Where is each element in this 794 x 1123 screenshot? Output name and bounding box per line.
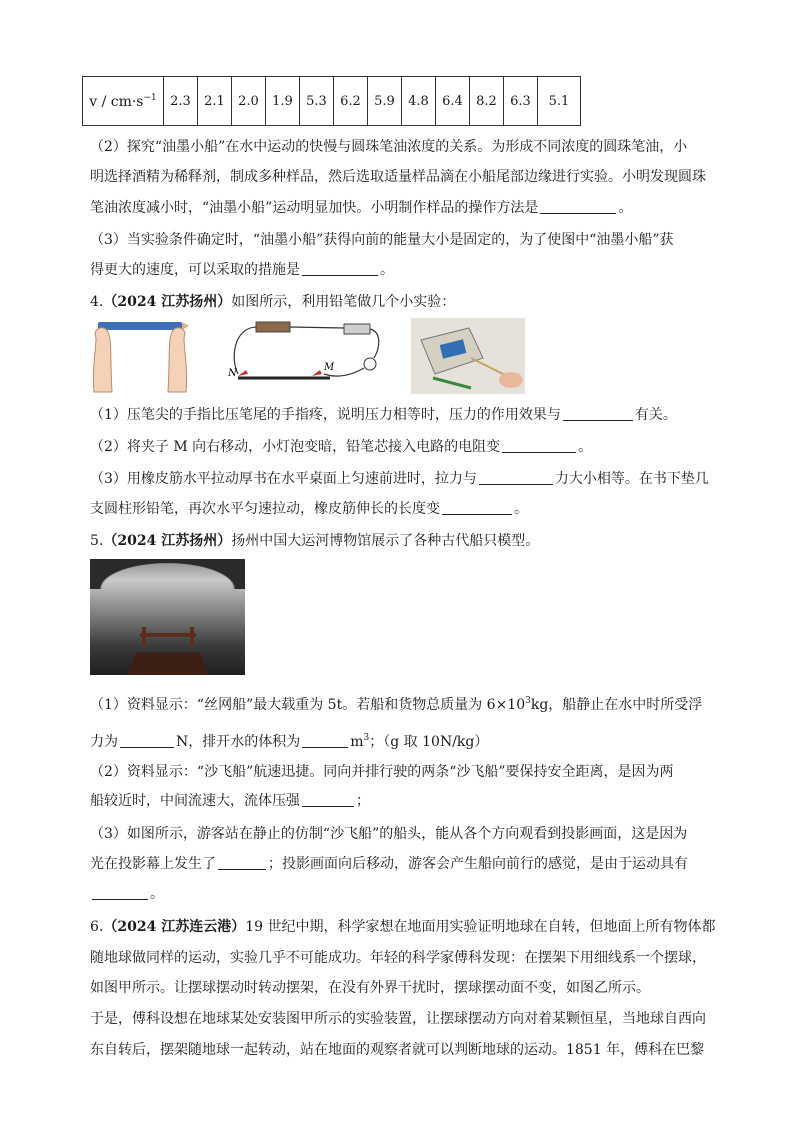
q5-part2-line2 [90, 791, 370, 811]
q4-part2-end: 。 [578, 439, 593, 455]
q4-number: 4. [90, 294, 104, 310]
q4-part3-text3: 支圆柱形铅笔，再次水平匀速拉动，橡皮筋伸长的长度变 [90, 501, 440, 517]
q5-stem-text: 扬州中国大运河博物馆展示了各种古代船只模型。 [231, 533, 540, 549]
book-pull-figure [411, 318, 525, 394]
answer-blank[interactable] [563, 406, 633, 421]
q6-source: （2024 江苏连云港） [103, 919, 246, 935]
q5-part3-line2 [90, 854, 688, 874]
exponent: 3 [525, 696, 531, 706]
velocity-table [82, 76, 581, 126]
table-cell: 1.9 [266, 77, 300, 126]
circuit-figure [224, 318, 388, 384]
answer-blank[interactable] [92, 885, 148, 900]
photo-boat-rail [140, 633, 196, 637]
q4-part2 [90, 437, 592, 457]
q5-part3-line1: （3）如图所示，游客站在静止的仿制“沙飞船”的船头，能从各个方向观看到投影画面，这是因为 [90, 826, 688, 842]
q5-part1-text3: 力为 [90, 734, 118, 750]
clip-m [312, 370, 322, 376]
photo-arch [90, 559, 245, 589]
light-bulb [364, 358, 376, 370]
photo-boat-bow [128, 643, 208, 675]
battery [256, 322, 290, 332]
q5-number: 5. [90, 533, 104, 549]
q4-part1-end: 有关。 [634, 407, 677, 423]
table-cell: 6.3 [504, 77, 538, 126]
pencil-body [98, 322, 182, 330]
q3-part3-line2 [90, 260, 394, 280]
pencil-tip [182, 322, 189, 330]
table-cell: 6.4 [436, 77, 470, 126]
label-m: M [324, 362, 335, 373]
q4-stem-text: 如图所示，利用铅笔做几个小实验： [231, 294, 456, 310]
answer-blank[interactable] [218, 855, 266, 870]
q4-part3-line2 [90, 499, 528, 519]
exponent: 3 [363, 733, 370, 743]
table-header-text: v / cm·s [89, 93, 144, 110]
table-cell: 5.1 [538, 77, 581, 126]
q3-part3-line1: （3）当实验条件确定时，“油墨小船”获得向前的能量大小是固定的，为了使图中“油墨小船”获 [90, 232, 674, 248]
museum-boat-photo [90, 559, 245, 675]
answer-blank[interactable] [540, 199, 616, 214]
answer-blank[interactable] [302, 261, 378, 276]
hand [499, 372, 523, 388]
q3-part3-end: 。 [380, 262, 394, 278]
q4-part3-line1 [90, 469, 709, 489]
q5-part1-line1 [90, 691, 702, 715]
pencil-press-figure [90, 318, 190, 394]
wire [370, 329, 379, 358]
answer-blank[interactable] [442, 500, 512, 515]
q4-part3-end: 。 [514, 501, 528, 517]
switch [344, 324, 370, 334]
q5-part1-text: （1）资料显示：“丝网船”最大载重为 5t。若船和货物总质量为 6×10 [90, 697, 526, 713]
answer-blank[interactable] [502, 438, 576, 453]
photo-boat-post [142, 627, 146, 647]
table-header-superscript: −1 [143, 92, 157, 103]
q4-part2-text: （2）将夹子 M 向右移动，小灯泡变暗，铅笔芯接入电路的电阻变 [90, 439, 501, 455]
right-hand [168, 328, 187, 392]
q5-part3-end: 。 [150, 886, 164, 902]
table-cell: 2.3 [164, 77, 198, 126]
q3-part2-line2: 明选择酒精为稀释剂，制成多种样品，然后选取适量样品滴在小船尾部边缘进行实验。小明发现圆珠 [90, 169, 706, 185]
table-cell: 2.0 [232, 77, 266, 126]
q5-part2-line1: （2）资料显示：“沙飞船”航速迅捷。同向并排行驶的两条“沙飞船”要保持安全距离，是因为两 [90, 764, 674, 780]
q6-number: 6. [90, 919, 104, 935]
q5-part1-line2 [90, 728, 488, 752]
q4-part3-text: （3）用橡皮筋水平拉动厚书在水平桌面上匀速前进时，拉力与 [90, 471, 477, 487]
answer-blank[interactable] [120, 733, 174, 748]
table-cell: 5.9 [368, 77, 402, 126]
q5-part2-end: ； [356, 793, 370, 809]
q4-part1 [90, 405, 677, 425]
label-n: N [228, 368, 237, 379]
q5-part1-text2: kg，船静止在水中时所受浮 [530, 697, 703, 713]
q5-part1-unit: m [350, 734, 364, 750]
q3-part2-line1: （2）探究“油墨小船”在水中运动的快慢与圆珠笔油浓度的关系。为形成不同浓度的圆珠笔油，小 [90, 139, 688, 155]
q3-part2-line3 [90, 198, 632, 218]
q5-part3-text: 光在投影幕上发生了 [90, 856, 216, 872]
q5-part3-text2: ；投影画面向后移动，游客会产生船向前行的感觉，是由于运动具有 [268, 856, 688, 872]
q5-part3-line3 [90, 884, 164, 904]
q6-line5: 东自转后，摆架随地球一起转动，站在地面的观察者就可以判断地球的运动。1851 年，傅科在巴黎 [90, 1042, 705, 1058]
table-cell: 5.3 [300, 77, 334, 126]
photo-boat-post [190, 627, 194, 647]
wire [290, 327, 344, 328]
q6-line2: 随地球做同样的运动，实验几乎不可能成功。年轻的科学家傅科发现：在摆架下用细线系一个摆球， [90, 950, 706, 966]
clip-n [238, 370, 248, 376]
q3-part3-text: 得更大的速度，可以采取的措施是 [90, 262, 300, 278]
q5-source: （2024 江苏扬州） [103, 533, 232, 549]
table-cell: 6.2 [334, 77, 368, 126]
table-cell: 8.2 [470, 77, 504, 126]
answer-blank[interactable] [479, 470, 553, 485]
q3-part2-end: 。 [618, 200, 633, 216]
answer-blank[interactable] [302, 792, 354, 807]
table-row [83, 77, 581, 126]
q4-stem [90, 292, 455, 312]
q5-part1-end: ；（g 取 10N/kg） [369, 734, 489, 750]
q6-line4: 于是，傅科设想在地球某处安装图甲所示的实验装置，让摆球摆动方向对着某颗恒星，当地球自西向 [90, 1011, 706, 1027]
table-cell: 4.8 [402, 77, 436, 126]
answer-blank[interactable] [302, 733, 348, 748]
q4-part3-text2: 力大小相等。在书下垫几 [554, 471, 709, 487]
left-hand [93, 328, 112, 392]
q5-part2-text: 船较近时，中间流速大，流体压强 [90, 793, 300, 809]
q6-line3: 如图甲所示。让摆球摆动时转动摆架，在没有外界干扰时，摆球摆动面不变，如图乙所示。 [90, 980, 650, 996]
table-header-cell [83, 77, 164, 126]
q5-stem [90, 531, 539, 551]
q3-part2-text: 笔油浓度减小时，“油墨小船”运动明显加快。小明制作样品的操作方法是 [90, 200, 539, 216]
q4-part1-text: （1）压笔尖的手指比压笔尾的手指疼，说明压力相等时，压力的作用效果与 [90, 407, 561, 423]
wire [234, 327, 256, 374]
table-cell: 2.1 [198, 77, 232, 126]
q6-line1-text: 19 世纪中期，科学家想在地面用实验证明地球在自转，但地面上所有物体都 [245, 919, 716, 935]
q6-line1 [90, 917, 715, 937]
q5-part1-text4: N，排开水的体积为 [176, 734, 301, 750]
q4-source: （2024 江苏扬州） [103, 294, 232, 310]
